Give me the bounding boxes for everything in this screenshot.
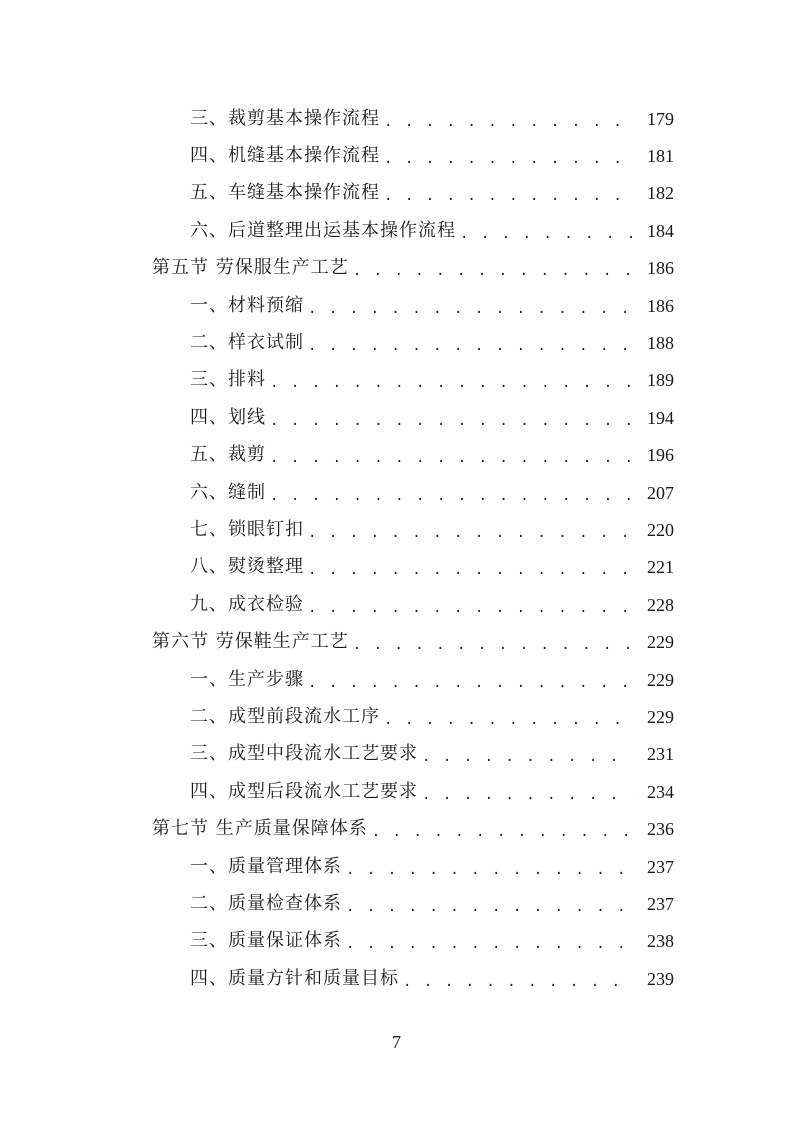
toc-subsection-entry[interactable] [0, 362, 793, 399]
toc-entry-page-number: 188 [647, 333, 674, 354]
toc-subsection-entry[interactable] [0, 175, 793, 212]
toc-entry-page-number: 237 [647, 856, 674, 877]
toc-dot-leader [346, 895, 634, 919]
toc-dot-leader [422, 783, 634, 807]
toc-entry-title: 三、质量保证体系 [190, 930, 342, 952]
toc-entry-page-number: 189 [647, 370, 674, 391]
toc-entry-page-number: 228 [647, 594, 674, 615]
toc-entry-title: 八、熨烫整理 [190, 556, 304, 578]
toc-subsection-entry[interactable] [0, 586, 793, 623]
toc-entry-title: 六、缝制 [190, 481, 266, 503]
toc-entry-page-number: 231 [647, 744, 674, 765]
toc-entry-title: 三、裁剪基本操作流程 [190, 107, 380, 129]
toc-entry-title: 第六节 劳保鞋生产工艺 [152, 631, 349, 653]
toc-dot-leader [308, 297, 634, 321]
toc-entry-page-number: 229 [647, 632, 674, 653]
toc-subsection-entry[interactable] [0, 848, 793, 885]
toc-entry-page-number: 229 [647, 669, 674, 690]
toc-entry-page-number: 186 [647, 258, 674, 279]
toc-subsection-entry[interactable] [0, 773, 793, 810]
toc-dot-leader [308, 596, 634, 620]
toc-subsection-entry[interactable] [0, 137, 793, 174]
toc-entry-title: 二、质量检查体系 [190, 892, 342, 914]
toc-entry-page-number: 184 [647, 220, 674, 241]
toc-entry-page-number: 181 [647, 146, 674, 167]
toc-dot-leader [384, 110, 634, 134]
toc-subsection-entry[interactable] [0, 736, 793, 773]
toc-subsection-entry[interactable] [0, 511, 793, 548]
toc-entry-page-number: 182 [647, 183, 674, 204]
toc-entry-page-number: 196 [647, 445, 674, 466]
toc-section-entry[interactable] [0, 623, 793, 660]
toc-entry-title: 四、质量方针和质量目标 [190, 967, 399, 989]
toc-entry-title: 一、生产步骤 [190, 668, 304, 690]
toc-entry-title: 五、车缝基本操作流程 [190, 182, 380, 204]
toc-dot-leader [384, 184, 634, 208]
toc-entry-page-number: 179 [647, 108, 674, 129]
toc-entry-page-number: 229 [647, 706, 674, 727]
toc-entry-page-number: 221 [647, 557, 674, 578]
toc-dot-leader [308, 334, 634, 358]
toc-subsection-entry[interactable] [0, 960, 793, 997]
toc-dot-leader [308, 521, 634, 545]
toc-subsection-entry[interactable] [0, 399, 793, 436]
toc-entry-page-number: 234 [647, 781, 674, 802]
toc-dot-leader [422, 745, 634, 769]
toc-subsection-entry[interactable] [0, 437, 793, 474]
toc-dot-leader [353, 259, 634, 283]
toc-dot-leader [270, 371, 634, 395]
toc-dot-leader [270, 409, 634, 433]
toc-entry-page-number: 239 [647, 968, 674, 989]
toc-subsection-entry[interactable] [0, 549, 793, 586]
toc-dot-leader [460, 222, 634, 246]
table-of-contents [0, 100, 793, 997]
toc-dot-leader [308, 671, 634, 695]
toc-entry-page-number: 236 [647, 819, 674, 840]
toc-entry-title: 三、排料 [190, 369, 266, 391]
toc-entry-title: 三、成型中段流水工艺要求 [190, 743, 418, 765]
toc-entry-title: 一、材料预缩 [190, 294, 304, 316]
toc-dot-leader [403, 970, 634, 994]
toc-entry-page-number: 220 [647, 519, 674, 540]
toc-subsection-entry[interactable] [0, 474, 793, 511]
toc-entry-title: 四、机缝基本操作流程 [190, 145, 380, 167]
toc-entry-page-number: 207 [647, 482, 674, 503]
toc-dot-leader [384, 147, 634, 171]
toc-section-entry[interactable] [0, 250, 793, 287]
toc-entry-title: 二、成型前段流水工序 [190, 705, 380, 727]
toc-entry-title: 四、划线 [190, 406, 266, 428]
toc-entry-title: 第五节 劳保服生产工艺 [152, 257, 349, 279]
toc-dot-leader [372, 820, 634, 844]
toc-entry-page-number: 186 [647, 295, 674, 316]
toc-dot-leader [308, 558, 634, 582]
toc-subsection-entry[interactable] [0, 212, 793, 249]
toc-entry-title: 四、成型后段流水工艺要求 [190, 780, 418, 802]
toc-subsection-entry[interactable] [0, 100, 793, 137]
toc-subsection-entry[interactable] [0, 661, 793, 698]
toc-dot-leader [270, 484, 634, 508]
toc-entry-page-number: 194 [647, 407, 674, 428]
toc-dot-leader [384, 708, 634, 732]
toc-subsection-entry[interactable] [0, 698, 793, 735]
toc-entry-title: 六、后道整理出运基本操作流程 [190, 219, 456, 241]
toc-entry-page-number: 237 [647, 893, 674, 914]
toc-entry-title: 七、锁眼钉扣 [190, 518, 304, 540]
toc-entry-title: 五、裁剪 [190, 444, 266, 466]
toc-dot-leader [270, 446, 634, 470]
toc-subsection-entry[interactable] [0, 885, 793, 922]
toc-dot-leader [346, 932, 634, 956]
page-number: 7 [392, 1032, 401, 1052]
toc-entry-title: 一、质量管理体系 [190, 855, 342, 877]
toc-subsection-entry[interactable] [0, 287, 793, 324]
toc-dot-leader [353, 633, 634, 657]
toc-section-entry[interactable] [0, 810, 793, 847]
toc-entry-title: 二、样衣试制 [190, 332, 304, 354]
toc-entry-title: 第七节 生产质量保障体系 [152, 818, 368, 840]
toc-entry-page-number: 238 [647, 931, 674, 952]
toc-subsection-entry[interactable] [0, 923, 793, 960]
toc-dot-leader [346, 858, 634, 882]
toc-subsection-entry[interactable] [0, 324, 793, 361]
toc-entry-title: 九、成衣检验 [190, 593, 304, 615]
